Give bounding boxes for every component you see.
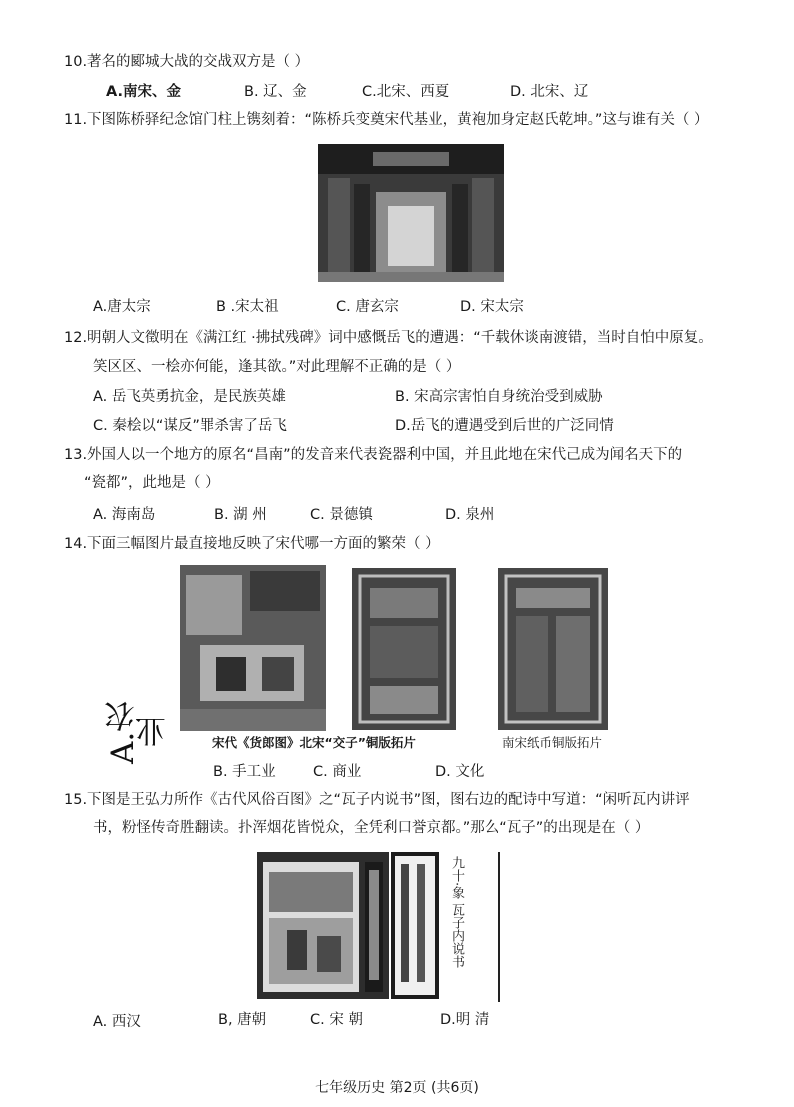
q13-option-c: C. 景德镇 xyxy=(310,507,373,523)
q15-option-a: A. 西汉 xyxy=(93,1014,141,1030)
q10-stem: 10.著名的郾城大战的交战双方是（ ） xyxy=(64,54,310,70)
q14-peddler-painting xyxy=(180,565,326,731)
page-footer: 七年级历史 第2页 (共6页) xyxy=(315,1080,479,1096)
q10-option-d: D. 北宋、辽 xyxy=(510,84,589,100)
q15-option-c: C. 宋 朝 xyxy=(310,1012,363,1028)
q15-option-d: D.明 清 xyxy=(440,1012,490,1028)
q10-option-a: A.南宋、金 xyxy=(106,84,181,100)
q14-option-d: D. 文化 xyxy=(435,764,485,780)
q10-option-b: B. 辽、金 xyxy=(244,84,307,100)
q11-option-b: B .宋太祖 xyxy=(216,299,279,315)
q10-option-c: C.北宋、西夏 xyxy=(362,84,450,100)
q15-option-b: B, 唐朝 xyxy=(218,1012,267,1028)
q14-caption-left: 宋代《货郎图》北宋“交子”铜版拓片 xyxy=(212,735,416,750)
q13-option-a: A. 海南岛 xyxy=(93,507,156,523)
q13-stem-line1: 13.外国人以一个地方的原名“昌南”的发音来代表瓷器利中国，并且此地在宋代己成为闻名天下的 xyxy=(64,447,683,463)
q14-stem: 14.下面三幅图片最直接地反映了宋代哪一方面的繁荣（ ） xyxy=(64,536,440,552)
q15-poem-column-left xyxy=(391,852,439,999)
q14-jiaozi-rubbing xyxy=(352,568,456,730)
q11-memorial-gate-photo xyxy=(318,144,504,282)
q12-option-b: B. 宋高宗害怕自身统治受到威胁 xyxy=(395,389,603,405)
q12-option-a: A. 岳飞英勇抗金，是民族英雄 xyxy=(93,389,286,405)
q15-stem-line1: 15.下图是王弘力所作《古代风俗百图》之“瓦子内说书”图，图右边的配诗中写道：“闲听瓦内讲评 xyxy=(64,792,690,808)
q12-option-d: D.岳飞的遭遇受到后世的广泛同情 xyxy=(395,418,614,434)
q15-stem-line2: 书，粉怪传奇胜翻读。扑浑烟花皆悦众，全凭利口誉京都。”那么“瓦子”的出现是在（ ） xyxy=(93,820,650,836)
q14-caption-right: 南宋纸币铜版拓片 xyxy=(502,735,603,750)
q11-stem: 11.下图陈桥驿纪念馆门柱上镌刻着：“陈桥兵变奠宋代基业，黄袍加身定赵氏乾坤。”这与谁有关（ ） xyxy=(64,112,709,128)
q15-poem-title-block xyxy=(442,852,500,1002)
q11-option-c: C. 唐玄宗 xyxy=(336,299,399,315)
q12-stem-line2: 笑区区、一桧亦何能，逢其欲。”对此理解不正确的是（ ） xyxy=(93,359,461,375)
q12-stem-line1: 12.明朝人文徵明在《满江红 ·拂拭残碑》词中感慨岳飞的遭遇：“千载休谈南渡错，当时自怕中原复。 xyxy=(64,330,713,346)
q11-option-d: D. 宋太宗 xyxy=(460,299,524,315)
q11-option-a: A.唐太宗 xyxy=(93,299,151,315)
q14-option-c: C. 商业 xyxy=(313,764,362,780)
q15-storyteller-painting xyxy=(257,852,389,999)
q13-option-d: D. 泉州 xyxy=(445,507,495,523)
q12-option-c: C. 秦桧以“谋反”罪杀害了岳飞 xyxy=(93,418,287,434)
q14-option-b: B. 手工业 xyxy=(213,764,276,780)
q14-handwritten-answer: A.农业 xyxy=(105,700,172,764)
q13-option-b: B. 湖 州 xyxy=(214,507,267,523)
q13-stem-line2: “瓷都”，此地是（ ） xyxy=(84,475,220,491)
q14-southern-song-banknote-rubbing xyxy=(498,568,608,730)
q15-poem-title: 九十·象 瓦子内说书 xyxy=(449,856,464,969)
